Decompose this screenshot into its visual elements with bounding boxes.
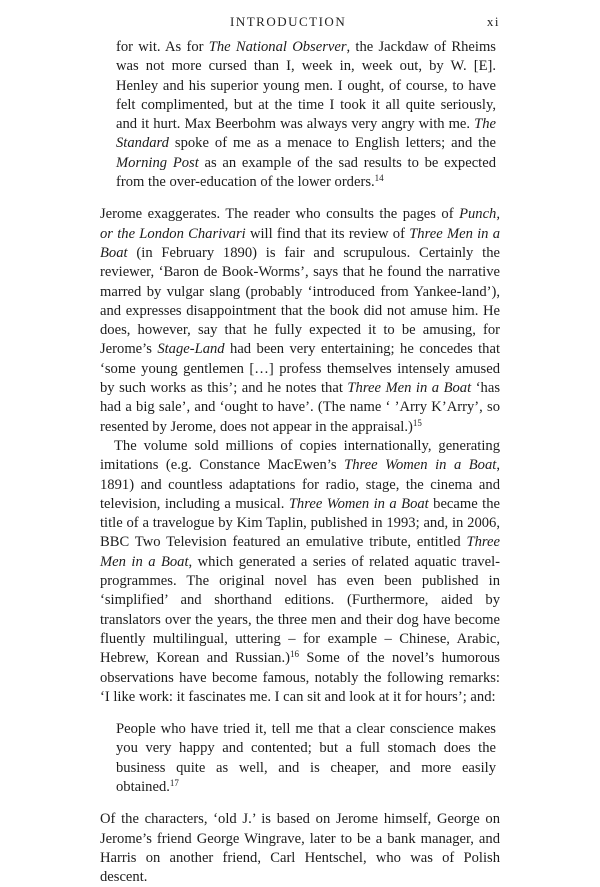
block-quote-conscience xyxy=(100,720,500,797)
body-text xyxy=(100,38,500,887)
footnote-marker: 15 xyxy=(412,417,422,428)
page-number: xi xyxy=(486,14,500,29)
italic-title: Three Women in a Boat xyxy=(344,457,497,474)
footnote-marker: 16 xyxy=(289,649,299,660)
footnote-marker: 14 xyxy=(374,173,384,184)
text-run: The volume sold millions of copies internationally, generating imitations (e.g. Constance MacEwen’s xyxy=(100,437,500,474)
footnote-marker: 17 xyxy=(169,777,179,788)
block-quote-jerome xyxy=(100,38,500,192)
text-run: Some of the novel’s humorous observations have become famous, notably the following remarks: ‘I like work: it fascinates me. I can sit and look at it for hours’; and: xyxy=(100,650,500,705)
italic-title: The Standard xyxy=(116,116,496,152)
text-run: , 1891) and countless adaptations for radio, stage, the cinema and television, including a musical. xyxy=(100,457,500,512)
italic-title: Punch, or the London Charivari xyxy=(100,206,500,242)
text-run: People who have tried it, tell me that a clear conscience makes you very happy and contented; but a full stomach does the business quite as well, and is cheaper, and more easily obtained. xyxy=(116,721,496,795)
italic-title: Three Men in a Boat xyxy=(347,380,472,397)
paragraph-sales-adaptations xyxy=(100,437,500,707)
text-run: became the title of a travelogue by Kim Taplin, published in 1993; and, in 2006, BBC Two Television featured an emulative tribute, entitled xyxy=(100,495,500,551)
text-run: spoke of me as a menace to English letters; and the xyxy=(168,135,496,152)
italic-title: Morning Post xyxy=(116,154,199,171)
running-title: INTRODUCTION xyxy=(230,14,347,29)
text-run: Of the characters, ‘old J.’ is based on Jerome himself, George on Jerome’s friend George Wingrave, later to be a bank manager, and Harris on another friend, Carl Hentschel, who was of Polish descent. xyxy=(100,811,500,886)
text-run: for wit. As for xyxy=(116,39,209,55)
text-run: (in February 1890) is fair and scrupulous. Certainly the reviewer, ‘Baron de Book-Worms’, says that he found the narrative marred by vulgar slang (probably ‘introduced from Yankee-land’), and expresses disappointment that the book did not amuse him. He does, however, say that he fully expected it to be amusing, for Jerome’s xyxy=(100,244,500,358)
text-run: , which generated a series of related aquatic travel-programmes. The original novel has even been published in ‘simplified’ and shorthand editions. (Furthermore, aided by translators over the years, the three men and their dog have become fluently multilingual, uttering – for example – Chinese, Arabic, Hebrew, Korean and Russian.) xyxy=(100,553,500,667)
text-run: Jerome exaggerates. The reader who consults the pages of xyxy=(100,206,460,223)
paragraph-characters xyxy=(100,810,500,887)
text-run: will find that its review of xyxy=(245,225,410,242)
paragraph-punch-review xyxy=(100,205,500,437)
text-run: , the Jackdaw of Rheims was not more cursed than I, week in, week out, by W. [E]. Henley and his superior young men. I ought, of course, to have felt complimented, but at the time I took it all quite seriously, and it hurt. Max Beerbohm was always very angry with me. xyxy=(116,39,496,133)
italic-title: The National Observer xyxy=(208,39,347,55)
italic-title: Stage-Land xyxy=(157,341,225,358)
text-run: ‘has had a big sale’, and ‘ought to have’. (The name ‘ ’Arry K’Arry’, so resented by Jerome, does not appear in the appraisal.) xyxy=(100,380,501,435)
text-run: had been very entertaining; he concedes that ‘some young gentlemen […] profess themselves intensely amused by such works as this’; and he notes that xyxy=(100,341,501,397)
italic-title: Three Men in a Boat xyxy=(100,534,500,570)
text-run: as an example of the sad results to be expected from the over-education of the lower orders. xyxy=(116,154,497,191)
italic-title: Three Men in a Boat xyxy=(100,225,501,261)
italic-title: Three Women in a Boat xyxy=(288,495,429,512)
